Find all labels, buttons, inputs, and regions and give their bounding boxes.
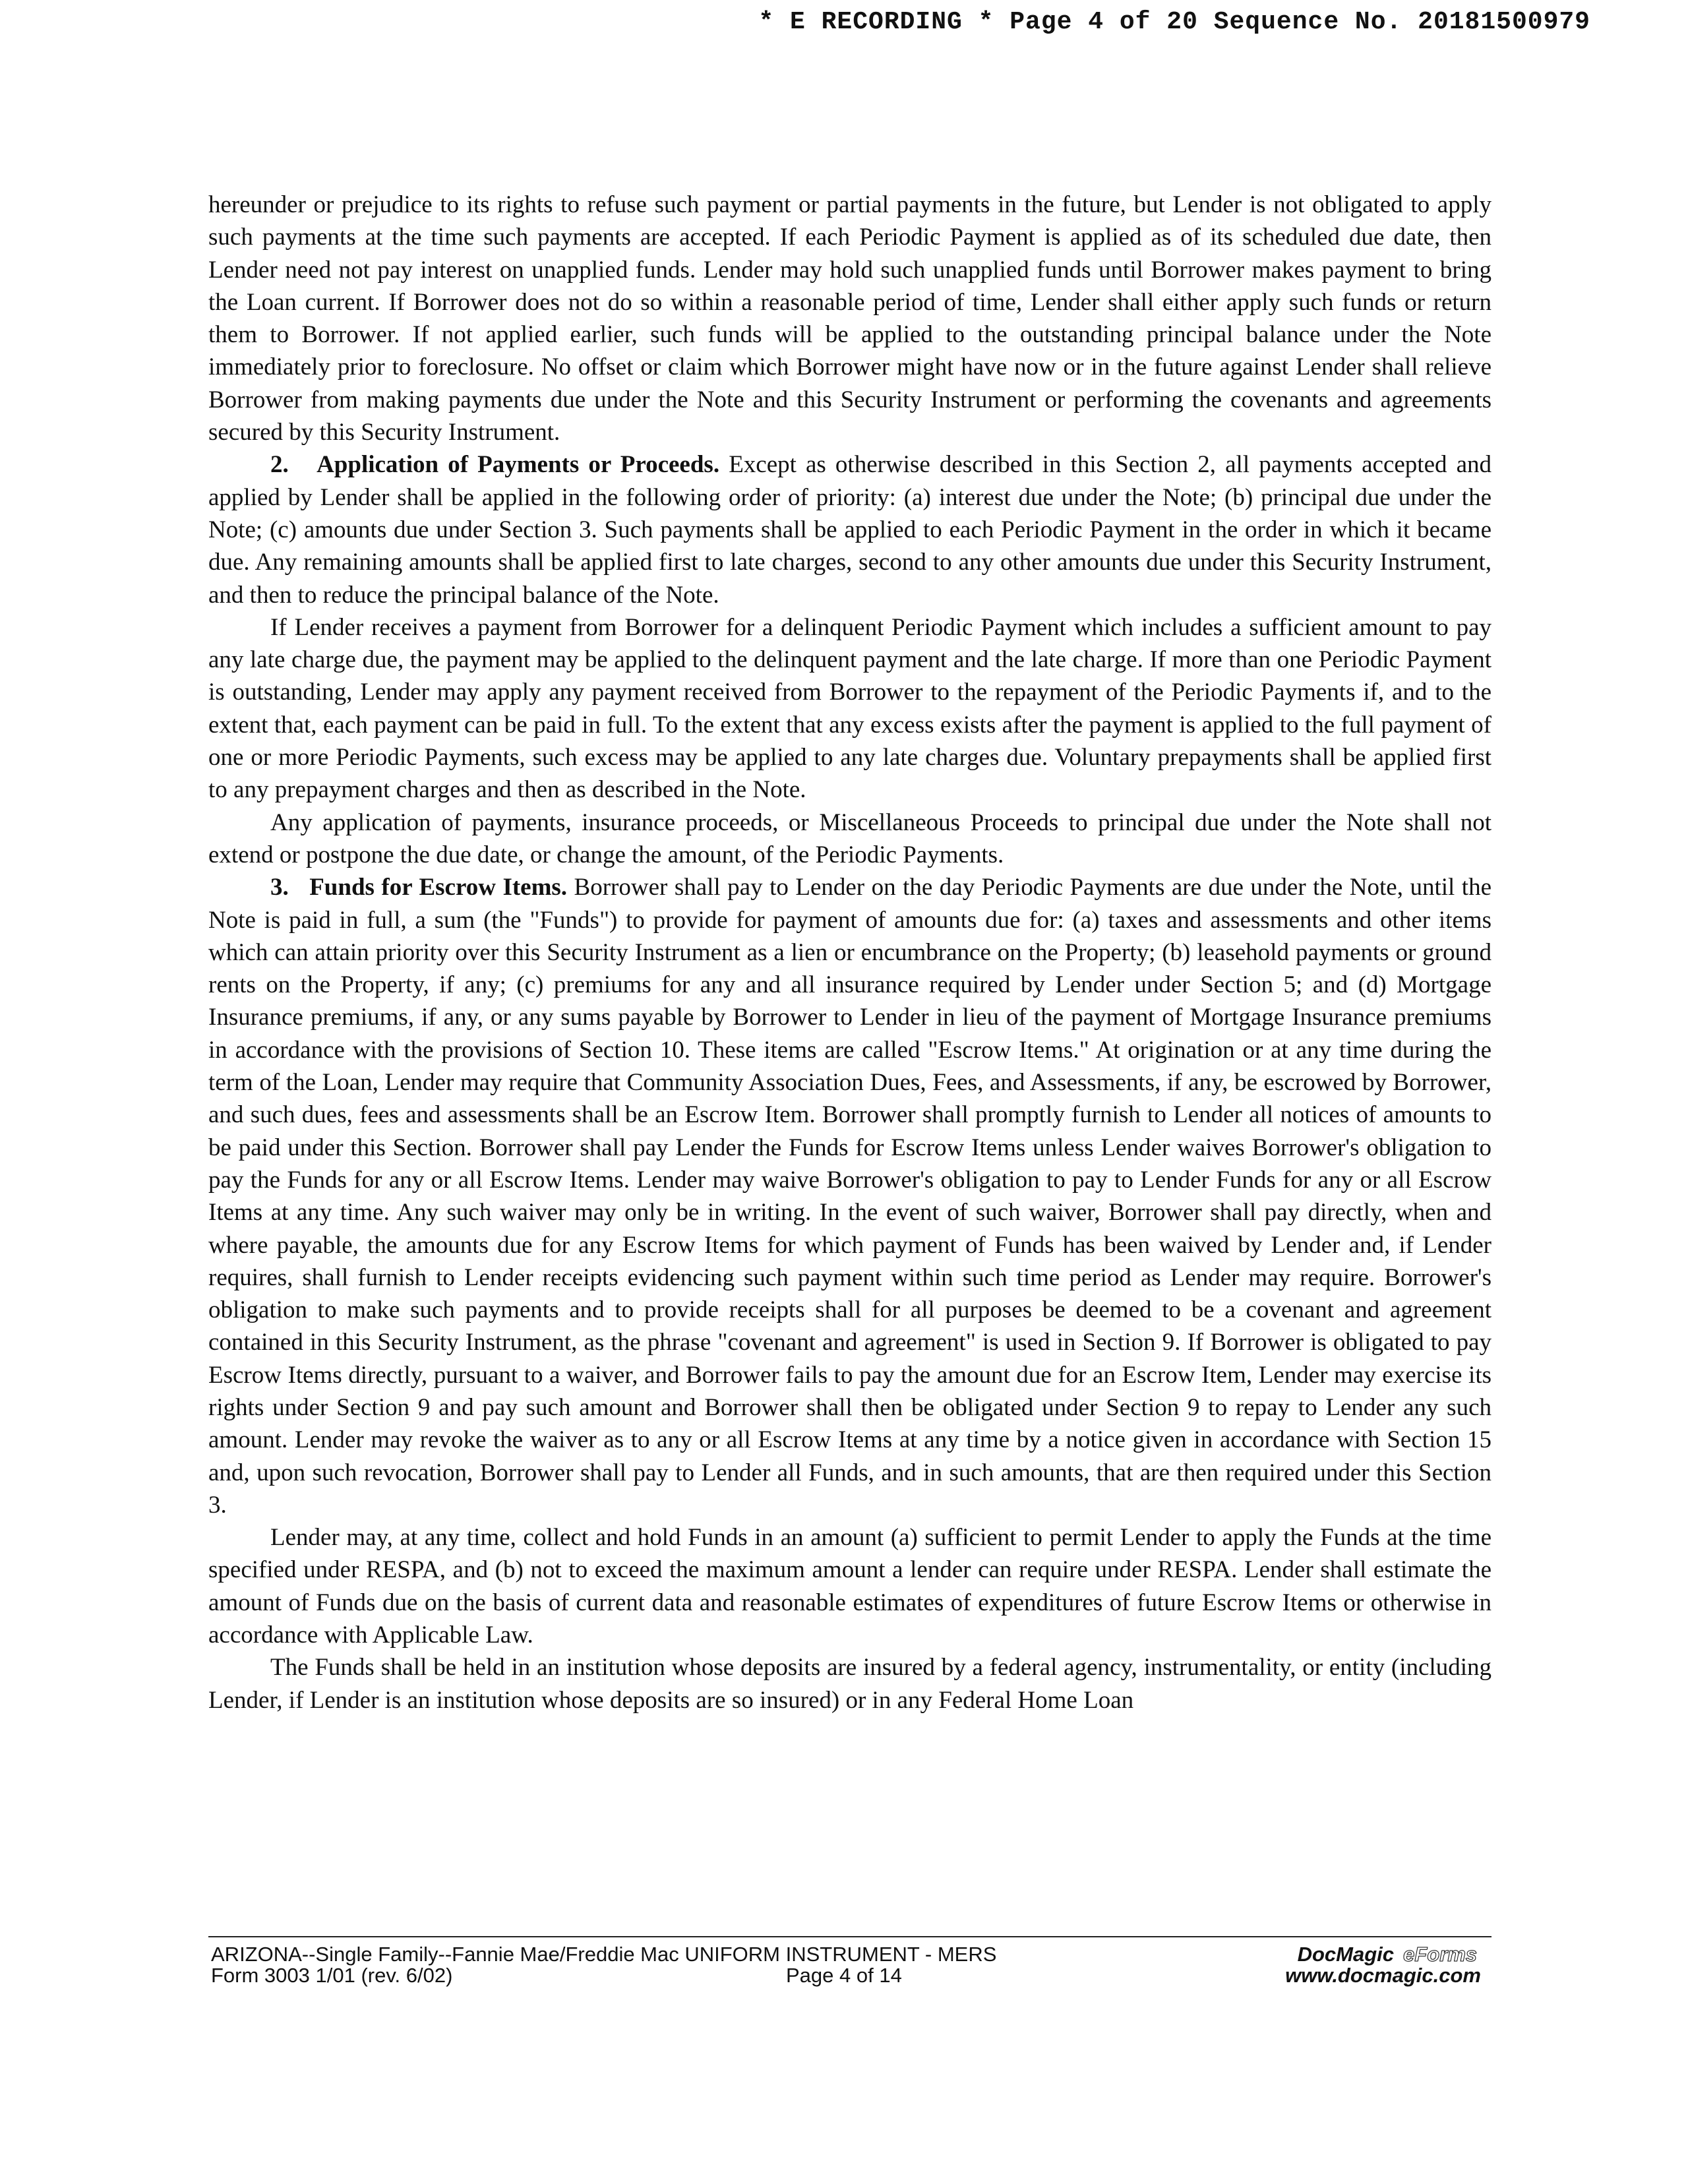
docmagic-logo <box>1285 1944 1481 1965</box>
section-3-title: Funds for Escrow Items. <box>309 874 568 901</box>
brand-eforms: eForms <box>1403 1943 1477 1966</box>
section-2-application-of-payments <box>208 448 1492 611</box>
paragraph-collect-hold-funds: Lender may, at any time, collect and hold Funds in an amount (a) sufficient to permit Lender to apply the Funds at the time specified under RESPA, and (b) not to exceed the maximum amount a lender can require under RESPA. Lender shall estimate the amount of Funds due on the basis of current data and reasonable estimates of expenditures of future Escrow Items or otherwise in accordance with Applicable Law. <box>208 1524 1492 1649</box>
footer-brand <box>1285 1944 1481 1986</box>
page-footer <box>208 1936 1492 1987</box>
brand-name: DocMagic <box>1297 1943 1395 1966</box>
section-2-title: Application of Payments or Proceeds. <box>316 451 720 479</box>
document-body <box>208 189 1492 1716</box>
paragraph-payments-continued: hereunder or prejudice to its rights to refuse such payment or partial payments in the future, but Lender is not obligated to apply such payments at the time such payments are accepted. If each Periodic Payment is applied as of its scheduled due date, then Lender need not pay interest on unapplied funds. Lender may hold such unapplied funds until Borrower makes payment to bring the Loan current. If Borrower does not do so within a reasonable period of time, Lender shall either apply such funds or return them to Borrower. If not applied earlier, such funds will be applied to the outstanding principal balance under the Note immediately prior to foreclosure. No offset or claim which Borrower might have now or in the future against Lender shall relieve Borrower from making payments due under the Note and this Security Instrument or performing the covenants and agreements secured by this Security Instrument. <box>208 191 1492 446</box>
brand-url: www.docmagic.com <box>1285 1964 1481 1987</box>
footer-page-number: Page 4 of 14 <box>786 1964 902 1987</box>
section-3-number: 3. <box>270 874 289 901</box>
footer-form-number: Form 3003 1/01 (rev. 6/02) <box>211 1964 453 1987</box>
section-2-text: Except as otherwise described in this Section 2, all payments accepted and applied by Lender shall be applied in the following order of priority: (a) interest due under the Note; (b) principal due under the Note; (c) amounts due under Section 3. Such payments shall be applied to each Periodic Payment in the order in which it became due. Any remaining amounts shall be applied first to late charges, second to any other amounts due under this Security Instrument, and then to reduce the principal balance of the Note. <box>208 451 1492 609</box>
recording-header: * E RECORDING * Page 4 of 20 Sequence No. 20181500979 <box>758 8 1590 36</box>
section-3-text: Borrower shall pay to Lender on the day Periodic Payments are due under the Note, until the Note is paid in full, a sum (the "Funds") to provide for payment of amounts due for: (a) taxes and assessments and other items which can attain priority over this Security Instrument as a lien or encumbrance on the Property; (b) leasehold payments or ground rents on the Property, if any; (c) premiums for any and all insurance required by Lender under Section 5; and (d) Mortgage Insurance premiums, if any, or any sums payable by Borrower to Lender in lieu of the payment of Mortgage Insurance premiums in accordance with the provisions of Section 10. These items are called "Escrow Items." At origination or at any time during the term of the Loan, Lender may require that Community Association Dues, Fees, and Assessments, if any, be escrowed by Borrower, and such dues, fees and assessments shall be an Escrow Item. Borrower shall promptly furnish to Lender all notices of amounts to be paid under this Section. Borrower shall pay Lender the Funds for Escrow Items unless Lender waives Borrower's obligation to pay the Funds for any or all Escrow Items. Lender may waive Borrower's obligation to pay to Lender Funds for any or all Escrow Items at any time. Any such waiver may only be in writing. In the event of such waiver, Borrower shall pay directly, when and where payable, the amounts due for any Escrow Items for which payment of Funds has been waived by Lender and, if Lender requires, shall furnish to Lender receipts evidencing such payment within such time period as Lender may require. Borrower's obligation to make such payments and to provide receipts shall for all purposes be deemed to be a covenant and agreement contained in this Security Instrument, as the phrase "covenant and agreement" is used in Section 9. If Borrower is obligated to pay Escrow Items directly, pursuant to a waiver, and Borrower fails to pay the amount due for an Escrow Item, Lender may exercise its rights under Section 9 and pay such amount and Borrower shall then be obligated under Section 9 to repay to Lender any such amount. Lender may revoke the waiver as to any or all Escrow Items at any time by a notice given in accordance with Section 15 and, upon such revocation, Borrower shall pay to Lender all Funds, and in such amounts, that are then required under this Section 3. <box>208 874 1492 1519</box>
footer-form-title: ARIZONA--Single Family--Fannie Mae/Freddie Mac UNIFORM INSTRUMENT - MERS <box>211 1943 997 1966</box>
paragraph-application-principal: Any application of payments, insurance proceeds, or Miscellaneous Proceeds to principal due under the Note shall not extend or postpone the due date, or change the amount, of the Periodic Payments. <box>208 808 1492 868</box>
section-3-funds-for-escrow <box>208 871 1492 1521</box>
section-2-number: 2. <box>270 451 289 479</box>
paragraph-delinquent-payment: If Lender receives a payment from Borrower for a delinquent Periodic Payment which includes a sufficient amount to pay any late charge due, the payment may be applied to the delinquent payment and the late charge. If more than one Periodic Payment is outstanding, Lender may apply any payment received from Borrower to the repayment of the Periodic Payments if, and to the extent that, each payment can be paid in full. To the extent that any excess exists after the payment is applied to the full payment of one or more Periodic Payments, such excess may be applied to any late charges due. Voluntary prepayments shall be applied first to any prepayment charges and then as described in the Note. <box>208 613 1492 804</box>
paragraph-funds-held-institution: The Funds shall be held in an institution whose deposits are insured by a federal agency, instrumentality, or entity (including Lender, if Lender is an institution whose deposits are so insured) or in any Federal Home Loan <box>208 1654 1492 1714</box>
